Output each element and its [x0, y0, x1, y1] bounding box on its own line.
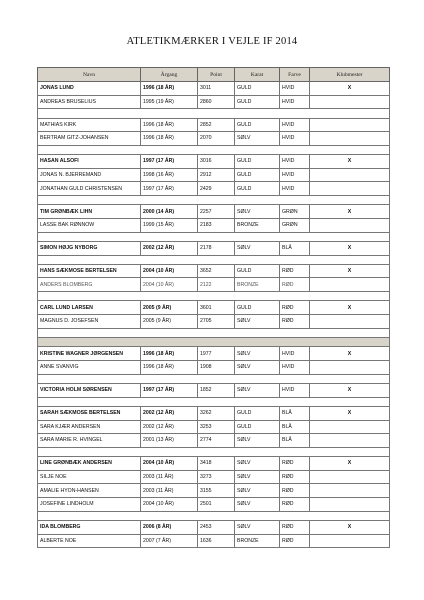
club-champion-mark: X	[310, 301, 390, 315]
points: 2860	[198, 95, 235, 109]
athlete-name: HANS SÆKMOSE BERTELSEN	[38, 264, 141, 278]
divider-cell	[310, 338, 390, 347]
karat: GULD	[235, 155, 280, 169]
karat: GULD	[235, 168, 280, 182]
spacer-cell	[141, 145, 198, 154]
section-divider-row	[38, 338, 390, 347]
points: 3262	[198, 407, 235, 421]
spacer-cell	[310, 292, 390, 301]
club-champion-mark: X	[310, 264, 390, 278]
birth-year: 2004 (10 ÅR)	[141, 278, 198, 292]
club-champion-mark	[310, 118, 390, 132]
karat: GULD	[235, 264, 280, 278]
athlete-name: MATHIAS KIRK	[38, 118, 141, 132]
header-club-champion: Klubmester	[310, 68, 390, 82]
badge-color: GRØN	[280, 205, 310, 219]
club-champion-mark: X	[310, 241, 390, 255]
spacer-cell	[38, 109, 141, 118]
birth-year: 1995 (19 ÅR)	[141, 95, 198, 109]
badge-color: HVID	[280, 132, 310, 146]
badge-color: HVID	[280, 347, 310, 361]
points: 2257	[198, 205, 235, 219]
spacer-cell	[198, 195, 235, 204]
club-champion-mark: X	[310, 205, 390, 219]
table-row	[38, 278, 390, 292]
badge-color: BLÅ	[280, 241, 310, 255]
header-points: Point	[198, 68, 235, 82]
spacer-cell	[310, 232, 390, 241]
karat: GULD	[235, 95, 280, 109]
birth-year: 2002 (12 ÅR)	[141, 420, 198, 434]
athlete-name: JOSEFINE LINDHOLM	[38, 497, 141, 511]
divider-cell	[141, 338, 198, 347]
spacer-cell	[141, 511, 198, 520]
table-row	[38, 434, 390, 448]
club-champion-mark	[310, 95, 390, 109]
karat: BRONZE	[235, 534, 280, 548]
badge-color: BLÅ	[280, 407, 310, 421]
table-row	[38, 132, 390, 146]
club-champion-mark: X	[310, 82, 390, 96]
karat: GULD	[235, 420, 280, 434]
karat: SØLV	[235, 241, 280, 255]
table-row	[38, 82, 390, 96]
table-row	[38, 205, 390, 219]
table-row	[38, 241, 390, 255]
spacer-cell	[310, 511, 390, 520]
karat: SØLV	[235, 434, 280, 448]
birth-year: 1996 (18 ÅR)	[141, 347, 198, 361]
spacer-cell	[235, 447, 280, 456]
badge-color: HVID	[280, 155, 310, 169]
karat: GULD	[235, 118, 280, 132]
spacer-cell	[310, 255, 390, 264]
athlete-name: ANDERS BLOMBERG	[38, 278, 141, 292]
club-champion-mark	[310, 182, 390, 196]
points: 2852	[198, 118, 235, 132]
karat: GULD	[235, 407, 280, 421]
birth-year: 2004 (10 ÅR)	[141, 264, 198, 278]
spacer-cell	[141, 255, 198, 264]
points: 2453	[198, 520, 235, 534]
club-champion-mark	[310, 132, 390, 146]
spacer-cell	[310, 145, 390, 154]
spacer-cell	[141, 109, 198, 118]
birth-year: 2000 (14 ÅR)	[141, 205, 198, 219]
table-row	[38, 520, 390, 534]
spacer-cell	[235, 145, 280, 154]
badge-color: HVID	[280, 118, 310, 132]
spacer-cell	[198, 292, 235, 301]
spacer-cell	[141, 447, 198, 456]
birth-year: 1997 (17 ÅR)	[141, 155, 198, 169]
badge-color: RØD	[280, 470, 310, 484]
badge-color: HVID	[280, 82, 310, 96]
spacer-cell	[141, 195, 198, 204]
table-body	[38, 82, 390, 548]
points: 2429	[198, 182, 235, 196]
karat: BRONZE	[235, 278, 280, 292]
header-year: Årgang	[141, 68, 198, 82]
birth-year: 2003 (11 ÅR)	[141, 484, 198, 498]
karat: GULD	[235, 82, 280, 96]
spacer-row	[38, 109, 390, 118]
spacer-cell	[198, 255, 235, 264]
divider-cell	[235, 338, 280, 347]
table-row	[38, 534, 390, 548]
spacer-cell	[141, 292, 198, 301]
spacer-cell	[38, 447, 141, 456]
spacer-row	[38, 255, 390, 264]
spacer-cell	[141, 397, 198, 406]
spacer-cell	[280, 511, 310, 520]
club-champion-mark: X	[310, 407, 390, 421]
table-row	[38, 361, 390, 375]
page-title: ATLETIKMÆRKER I VEJLE IF 2014	[126, 36, 298, 47]
spacer-cell	[235, 109, 280, 118]
athlete-name: LASSE BAK RØNNOW	[38, 218, 141, 232]
athlete-name: SARA KJÆR ANDERSEN	[38, 420, 141, 434]
table-row	[38, 182, 390, 196]
club-champion-mark: X	[310, 520, 390, 534]
badge-color: BLÅ	[280, 434, 310, 448]
club-champion-mark	[310, 420, 390, 434]
spacer-cell	[198, 232, 235, 241]
club-champion-mark: X	[310, 347, 390, 361]
spacer-row	[38, 195, 390, 204]
table-row	[38, 315, 390, 329]
spacer-cell	[198, 511, 235, 520]
birth-year: 2006 (8 ÅR)	[141, 520, 198, 534]
spacer-cell	[198, 397, 235, 406]
spacer-cell	[198, 374, 235, 383]
table-row	[38, 95, 390, 109]
spacer-cell	[310, 447, 390, 456]
spacer-cell	[280, 232, 310, 241]
badge-color: RØD	[280, 520, 310, 534]
table-row	[38, 168, 390, 182]
birth-year: 1998 (16 ÅR)	[141, 168, 198, 182]
birth-year: 1997 (17 ÅR)	[141, 384, 198, 398]
badge-color: HVID	[280, 95, 310, 109]
athlete-name: MAGNUS D. JOSEFSEN	[38, 315, 141, 329]
athlete-name: VICTORIA HOLM SØRENSEN	[38, 384, 141, 398]
birth-year: 1997 (17 ÅR)	[141, 182, 198, 196]
karat: SØLV	[235, 484, 280, 498]
points: 3652	[198, 264, 235, 278]
athlete-name: JONAS N. BJERREMAND	[38, 168, 141, 182]
birth-year: 1996 (18 ÅR)	[141, 118, 198, 132]
club-champion-mark	[310, 484, 390, 498]
karat: GULD	[235, 301, 280, 315]
club-champion-mark: X	[310, 384, 390, 398]
karat: SØLV	[235, 315, 280, 329]
table-row	[38, 301, 390, 315]
points: 2912	[198, 168, 235, 182]
athlete-name: JONAS LUND	[38, 82, 141, 96]
points: 2070	[198, 132, 235, 146]
points: 3601	[198, 301, 235, 315]
points: 3155	[198, 484, 235, 498]
spacer-cell	[310, 195, 390, 204]
spacer-cell	[235, 328, 280, 337]
spacer-cell	[280, 109, 310, 118]
table-row	[38, 407, 390, 421]
spacer-cell	[198, 447, 235, 456]
badge-color: HVID	[280, 182, 310, 196]
athlete-name: SILJE NOE	[38, 470, 141, 484]
points: 2122	[198, 278, 235, 292]
points: 2705	[198, 315, 235, 329]
spacer-cell	[198, 328, 235, 337]
athlete-name: CARL LUND LARSEN	[38, 301, 141, 315]
table-row	[38, 264, 390, 278]
athlete-name: BERTRAM GITZ-JOHANSEN	[38, 132, 141, 146]
club-champion-mark	[310, 534, 390, 548]
spacer-cell	[38, 328, 141, 337]
points: 3011	[198, 82, 235, 96]
club-champion-mark	[310, 168, 390, 182]
club-champion-mark	[310, 315, 390, 329]
karat: SØLV	[235, 520, 280, 534]
badge-color: RØD	[280, 315, 310, 329]
table-row	[38, 218, 390, 232]
athlete-name: SARA MARIE R. HVINGEL	[38, 434, 141, 448]
spacer-cell	[310, 374, 390, 383]
badge-color: RØD	[280, 457, 310, 471]
spacer-cell	[280, 195, 310, 204]
header-karat: Karat	[235, 68, 280, 82]
club-champion-mark	[310, 361, 390, 375]
badge-color: HVID	[280, 384, 310, 398]
spacer-cell	[310, 328, 390, 337]
badge-color: BLÅ	[280, 420, 310, 434]
athlete-name: ANNE SVANVIG	[38, 361, 141, 375]
badge-color: HVID	[280, 361, 310, 375]
table-row	[38, 457, 390, 471]
birth-year: 2004 (10 ÅR)	[141, 457, 198, 471]
points: 1852	[198, 384, 235, 398]
table-row	[38, 497, 390, 511]
spacer-cell	[235, 397, 280, 406]
spacer-cell	[235, 374, 280, 383]
spacer-cell	[38, 232, 141, 241]
badge-color: GRØN	[280, 218, 310, 232]
header-name: Navn	[38, 68, 141, 82]
birth-year: 1999 (15 ÅR)	[141, 218, 198, 232]
points: 1636	[198, 534, 235, 548]
birth-year: 2004 (10 ÅR)	[141, 497, 198, 511]
spacer-cell	[38, 374, 141, 383]
spacer-row	[38, 292, 390, 301]
table-row	[38, 118, 390, 132]
table-header-row	[38, 68, 390, 82]
spacer-cell	[235, 195, 280, 204]
athlete-name: SIMON HØJG NYBORG	[38, 241, 141, 255]
points: 2178	[198, 241, 235, 255]
birth-year: 2007 (7 ÅR)	[141, 534, 198, 548]
points: 2501	[198, 497, 235, 511]
spacer-row	[38, 145, 390, 154]
points: 1977	[198, 347, 235, 361]
athlete-name: IDA BLOMBERG	[38, 520, 141, 534]
birth-year: 2002 (12 ÅR)	[141, 241, 198, 255]
athlete-name: TIM GRØNBÆK LIHN	[38, 205, 141, 219]
athlete-name: HASAN ALSOFI	[38, 155, 141, 169]
points: 3253	[198, 420, 235, 434]
table-row	[38, 420, 390, 434]
spacer-cell	[38, 255, 141, 264]
club-champion-mark	[310, 497, 390, 511]
spacer-cell	[280, 328, 310, 337]
spacer-cell	[280, 397, 310, 406]
athlete-name: KRISTINE WAGNER JØRGENSEN	[38, 347, 141, 361]
karat: SØLV	[235, 457, 280, 471]
points: 2774	[198, 434, 235, 448]
karat: SØLV	[235, 384, 280, 398]
table-row	[38, 155, 390, 169]
spacer-cell	[38, 145, 141, 154]
birth-year: 2001 (13 ÅR)	[141, 434, 198, 448]
spacer-cell	[310, 109, 390, 118]
athlete-name: AMALIE HYON-HANSEN	[38, 484, 141, 498]
karat: SØLV	[235, 132, 280, 146]
karat: BRONZE	[235, 218, 280, 232]
divider-cell	[38, 338, 141, 347]
karat: SØLV	[235, 347, 280, 361]
spacer-cell	[198, 145, 235, 154]
karat: SØLV	[235, 361, 280, 375]
spacer-cell	[141, 232, 198, 241]
athlete-name: JONATHAN GULD CHRISTENSEN	[38, 182, 141, 196]
karat: SØLV	[235, 470, 280, 484]
spacer-cell	[310, 397, 390, 406]
spacer-cell	[235, 292, 280, 301]
badge-color: RØD	[280, 278, 310, 292]
badge-color: RØD	[280, 484, 310, 498]
medal-table	[37, 67, 390, 548]
spacer-row	[38, 397, 390, 406]
club-champion-mark	[310, 278, 390, 292]
spacer-cell	[280, 255, 310, 264]
spacer-cell	[38, 397, 141, 406]
points: 3016	[198, 155, 235, 169]
divider-cell	[280, 338, 310, 347]
club-champion-mark	[310, 218, 390, 232]
karat: GULD	[235, 182, 280, 196]
table-row	[38, 384, 390, 398]
spacer-row	[38, 511, 390, 520]
club-champion-mark: X	[310, 457, 390, 471]
birth-year: 2003 (11 ÅR)	[141, 470, 198, 484]
points: 3418	[198, 457, 235, 471]
birth-year: 2005 (9 ÅR)	[141, 301, 198, 315]
table-row	[38, 470, 390, 484]
points: 1908	[198, 361, 235, 375]
spacer-cell	[235, 255, 280, 264]
spacer-row	[38, 447, 390, 456]
badge-color: HVID	[280, 168, 310, 182]
club-champion-mark	[310, 434, 390, 448]
birth-year: 1996 (18 ÅR)	[141, 82, 198, 96]
club-champion-mark	[310, 470, 390, 484]
karat: SØLV	[235, 205, 280, 219]
spacer-cell	[198, 109, 235, 118]
athlete-name: SARAH SÆKMOSE BERTELSEN	[38, 407, 141, 421]
badge-color: RØD	[280, 534, 310, 548]
badge-color: RØD	[280, 301, 310, 315]
table-row	[38, 347, 390, 361]
spacer-cell	[280, 292, 310, 301]
athlete-name: LINE GRØNBÆK ANDERSEN	[38, 457, 141, 471]
karat: SØLV	[235, 497, 280, 511]
spacer-cell	[38, 511, 141, 520]
spacer-cell	[235, 232, 280, 241]
spacer-cell	[235, 511, 280, 520]
birth-year: 2005 (9 ÅR)	[141, 315, 198, 329]
spacer-row	[38, 232, 390, 241]
spacer-row	[38, 328, 390, 337]
spacer-cell	[141, 374, 198, 383]
points: 3273	[198, 470, 235, 484]
spacer-cell	[38, 292, 141, 301]
header-color: Farve	[280, 68, 310, 82]
spacer-cell	[280, 374, 310, 383]
birth-year: 1996 (18 ÅR)	[141, 132, 198, 146]
athlete-name: ANDREAS BRUSELIUS	[38, 95, 141, 109]
divider-cell	[198, 338, 235, 347]
birth-year: 2002 (12 ÅR)	[141, 407, 198, 421]
spacer-cell	[280, 447, 310, 456]
badge-color: RØD	[280, 497, 310, 511]
birth-year: 1996 (18 ÅR)	[141, 361, 198, 375]
points: 2183	[198, 218, 235, 232]
spacer-row	[38, 374, 390, 383]
club-champion-mark: X	[310, 155, 390, 169]
badge-color: RØD	[280, 264, 310, 278]
spacer-cell	[280, 145, 310, 154]
spacer-cell	[141, 328, 198, 337]
spacer-cell	[38, 195, 141, 204]
table-row	[38, 484, 390, 498]
athlete-name: ALBERTE NOE	[38, 534, 141, 548]
